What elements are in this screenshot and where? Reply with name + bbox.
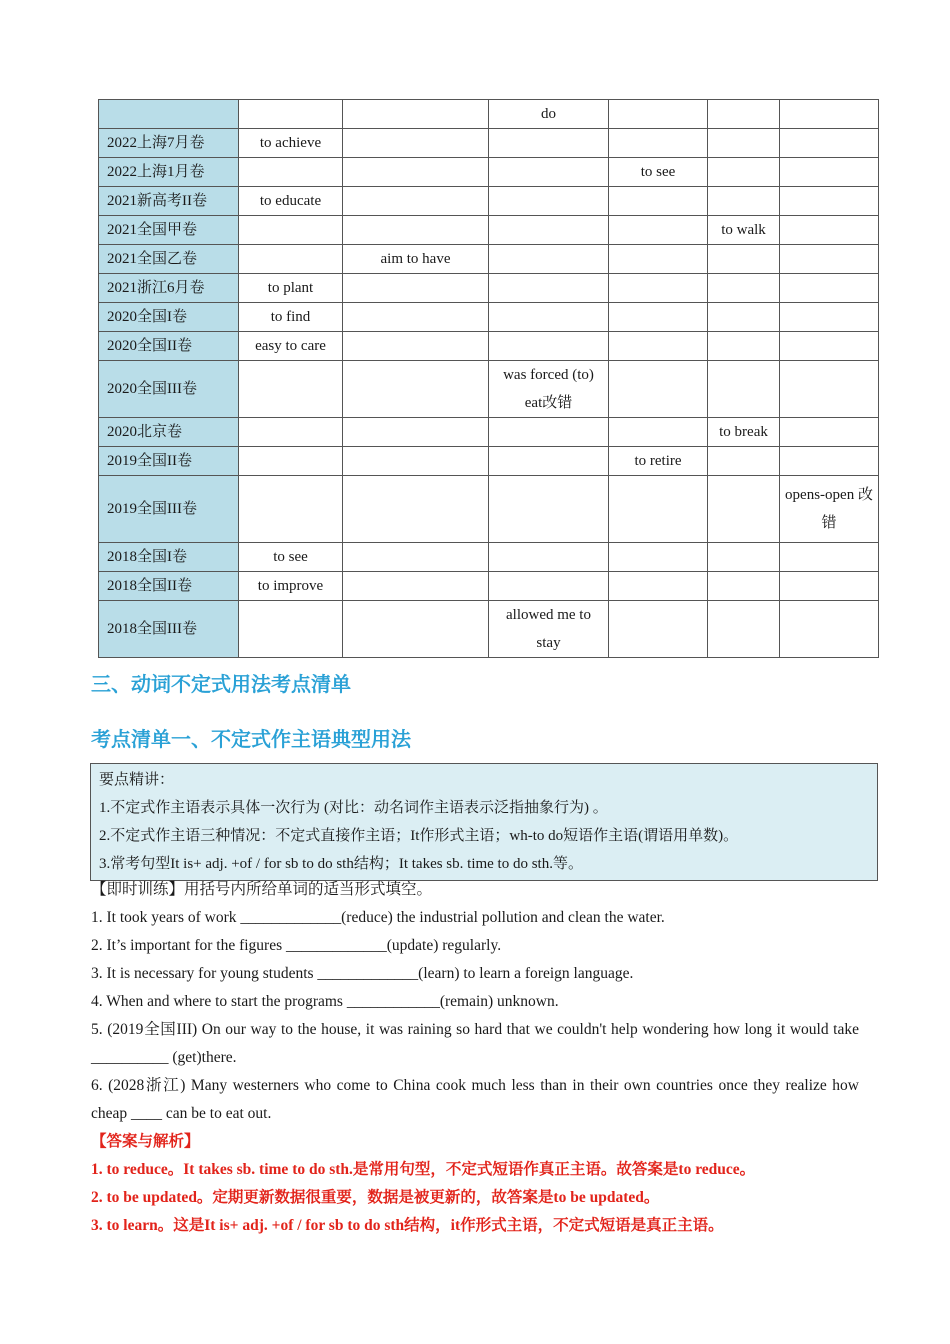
section-title: 三、动词不定式用法考点清单 bbox=[91, 672, 351, 696]
table-row bbox=[99, 332, 879, 361]
table-cell: to plant bbox=[239, 274, 343, 303]
table-cell bbox=[343, 418, 489, 447]
practice-heading: 【即时训练】用括号内所给单词的适当形式填空。 bbox=[91, 881, 433, 898]
table-cell bbox=[609, 418, 708, 447]
table-cell bbox=[343, 476, 489, 543]
answer-item: 3. to learn。这是It is+ adj. +of / for sb to do sth结构，it作形式主语，不定式短语是真正主语。 bbox=[91, 1217, 724, 1234]
table-cell: to improve bbox=[239, 572, 343, 601]
table-cell bbox=[780, 129, 879, 158]
year-cell: 2018全国I卷 bbox=[99, 543, 239, 572]
table-cell bbox=[780, 332, 879, 361]
table-cell bbox=[780, 100, 879, 129]
table-cell bbox=[609, 543, 708, 572]
year-cell: 2020全国II卷 bbox=[99, 332, 239, 361]
table-cell bbox=[780, 274, 879, 303]
table-cell bbox=[239, 476, 343, 543]
year-cell: 2021全国乙卷 bbox=[99, 245, 239, 274]
table-row bbox=[99, 100, 879, 129]
table-cell bbox=[343, 572, 489, 601]
practice-section bbox=[91, 876, 859, 1240]
practice-question: 2. It’s important for the figures _____________(update) regularly. bbox=[91, 937, 502, 954]
table-cell bbox=[708, 447, 780, 476]
table-row bbox=[99, 447, 879, 476]
table-cell bbox=[609, 476, 708, 543]
year-cell: 2022上海7月卷 bbox=[99, 129, 239, 158]
table-row bbox=[99, 418, 879, 447]
table-cell bbox=[609, 601, 708, 658]
exam-table bbox=[98, 99, 879, 658]
table-row bbox=[99, 245, 879, 274]
answer-item: 2. to be updated。定期更新数据很重要，数据是被更新的，故答案是to be updated。 bbox=[91, 1189, 660, 1206]
table-cell: to retire bbox=[609, 447, 708, 476]
table-cell bbox=[609, 361, 708, 418]
table-cell bbox=[343, 332, 489, 361]
table-cell: allowed me to stay bbox=[489, 601, 609, 658]
table-cell: to find bbox=[239, 303, 343, 332]
table-cell bbox=[708, 274, 780, 303]
key-points-box bbox=[90, 763, 878, 881]
table-cell bbox=[708, 158, 780, 187]
key-point: 3.常考句型It is+ adj. +of / for sb to do sth结构；It takes sb. time to do sth.等。 bbox=[99, 856, 583, 872]
year-cell: 2021浙江6月卷 bbox=[99, 274, 239, 303]
practice-question: 4. When and where to start the programs ____________(remain) unknown. bbox=[91, 993, 559, 1010]
table-cell bbox=[343, 216, 489, 245]
table-cell: do bbox=[489, 100, 609, 129]
table-cell bbox=[239, 216, 343, 245]
table-cell bbox=[239, 245, 343, 274]
table-cell bbox=[343, 129, 489, 158]
table-cell bbox=[489, 187, 609, 216]
table-cell bbox=[708, 361, 780, 418]
table-row bbox=[99, 303, 879, 332]
table-cell bbox=[609, 129, 708, 158]
table-cell bbox=[609, 245, 708, 274]
table-cell bbox=[343, 447, 489, 476]
table-row bbox=[99, 274, 879, 303]
table-cell bbox=[780, 245, 879, 274]
table-cell bbox=[489, 216, 609, 245]
year-cell: 2022上海1月卷 bbox=[99, 158, 239, 187]
year-cell: 2019全国II卷 bbox=[99, 447, 239, 476]
subsection-title: 考点清单一、不定式作主语典型用法 bbox=[91, 727, 411, 751]
table-cell bbox=[609, 303, 708, 332]
table-cell bbox=[780, 601, 879, 658]
table-cell: to achieve bbox=[239, 129, 343, 158]
table-cell bbox=[708, 543, 780, 572]
year-cell: 2020北京卷 bbox=[99, 418, 239, 447]
table-cell: to break bbox=[708, 418, 780, 447]
table-cell bbox=[489, 158, 609, 187]
table-cell bbox=[609, 100, 708, 129]
table-cell bbox=[489, 332, 609, 361]
table-cell bbox=[708, 476, 780, 543]
year-cell: 2019全国III卷 bbox=[99, 476, 239, 543]
table-cell bbox=[780, 303, 879, 332]
table-cell bbox=[780, 216, 879, 245]
table-cell bbox=[489, 303, 609, 332]
table-cell: to see bbox=[609, 158, 708, 187]
table-cell: easy to care bbox=[239, 332, 343, 361]
table-cell bbox=[780, 543, 879, 572]
key-points-heading: 要点精讲： bbox=[99, 772, 175, 788]
table-cell bbox=[489, 245, 609, 274]
practice-question: 3. It is necessary for young students _____________(learn) to learn a foreign language. bbox=[91, 965, 634, 982]
table-cell bbox=[343, 158, 489, 187]
table-cell bbox=[609, 572, 708, 601]
year-cell: 2018全国II卷 bbox=[99, 572, 239, 601]
table-cell bbox=[708, 187, 780, 216]
table-cell bbox=[343, 274, 489, 303]
table-cell bbox=[239, 158, 343, 187]
table-cell bbox=[489, 543, 609, 572]
year-cell: 2020全国III卷 bbox=[99, 361, 239, 418]
table-cell bbox=[609, 274, 708, 303]
table-row bbox=[99, 601, 879, 658]
year-cell: 2021全国甲卷 bbox=[99, 216, 239, 245]
table-row bbox=[99, 129, 879, 158]
table-cell bbox=[489, 476, 609, 543]
table-cell bbox=[780, 187, 879, 216]
table-cell: aim to have bbox=[343, 245, 489, 274]
table-cell bbox=[609, 187, 708, 216]
year-cell: 2021新高考II卷 bbox=[99, 187, 239, 216]
table-cell: to see bbox=[239, 543, 343, 572]
table-cell bbox=[609, 216, 708, 245]
table-cell bbox=[780, 447, 879, 476]
table-cell bbox=[343, 187, 489, 216]
table-cell bbox=[708, 572, 780, 601]
table-cell bbox=[343, 100, 489, 129]
table-cell bbox=[489, 274, 609, 303]
table-cell bbox=[239, 361, 343, 418]
table-cell: was forced (to) eat改错 bbox=[489, 361, 609, 418]
table-row bbox=[99, 187, 879, 216]
table-cell bbox=[780, 158, 879, 187]
table-cell bbox=[343, 543, 489, 572]
table-cell bbox=[708, 601, 780, 658]
year-cell: 2020全国I卷 bbox=[99, 303, 239, 332]
table-cell bbox=[489, 418, 609, 447]
table-cell bbox=[708, 303, 780, 332]
table-cell bbox=[780, 361, 879, 418]
table-cell bbox=[343, 303, 489, 332]
table-cell bbox=[239, 100, 343, 129]
table-cell: to educate bbox=[239, 187, 343, 216]
table-cell: opens-open 改错 bbox=[780, 476, 879, 543]
table-cell bbox=[708, 245, 780, 274]
answers-heading: 【答案与解析】 bbox=[91, 1133, 200, 1150]
practice-question: 1. It took years of work _____________(reduce) the industrial pollution and clean the water. bbox=[91, 909, 665, 926]
table-cell bbox=[489, 447, 609, 476]
table-cell bbox=[708, 100, 780, 129]
table-cell bbox=[343, 601, 489, 658]
table-cell bbox=[609, 332, 708, 361]
answer-item: 1. to reduce。It takes sb. time to do sth.是常用句型，不定式短语作真正主语。故答案是to reduce。 bbox=[91, 1161, 756, 1178]
table-row bbox=[99, 572, 879, 601]
table-row bbox=[99, 476, 879, 543]
table-cell bbox=[780, 418, 879, 447]
table-row bbox=[99, 158, 879, 187]
table-cell bbox=[343, 361, 489, 418]
year-cell bbox=[99, 100, 239, 129]
table-row bbox=[99, 543, 879, 572]
practice-question: 6. (2028浙江) Many westerners who come to China cook much less than in their own countries once they realize how cheap ____ can be to eat out. bbox=[91, 1077, 859, 1122]
table-row bbox=[99, 216, 879, 245]
table-cell: to walk bbox=[708, 216, 780, 245]
table-cell bbox=[239, 418, 343, 447]
table-cell bbox=[780, 572, 879, 601]
table-row bbox=[99, 361, 879, 418]
key-point: 2.不定式作主语三种情况：不定式直接作主语；It作形式主语；wh-to do短语作主语(谓语用单数)。 bbox=[99, 828, 739, 844]
table-cell bbox=[489, 129, 609, 158]
practice-question: 5. (2019全国III) On our way to the house, it was raining so hard that we couldn't help wondering how long it would take __________ (get)there. bbox=[91, 1021, 859, 1066]
table-cell bbox=[708, 332, 780, 361]
table-cell bbox=[239, 447, 343, 476]
table-cell bbox=[708, 129, 780, 158]
key-point: 1.不定式作主语表示具体一次行为 (对比：动名词作主语表示泛指抽象行为) 。 bbox=[99, 800, 608, 816]
table-cell bbox=[489, 572, 609, 601]
table-cell bbox=[239, 601, 343, 658]
year-cell: 2018全国III卷 bbox=[99, 601, 239, 658]
